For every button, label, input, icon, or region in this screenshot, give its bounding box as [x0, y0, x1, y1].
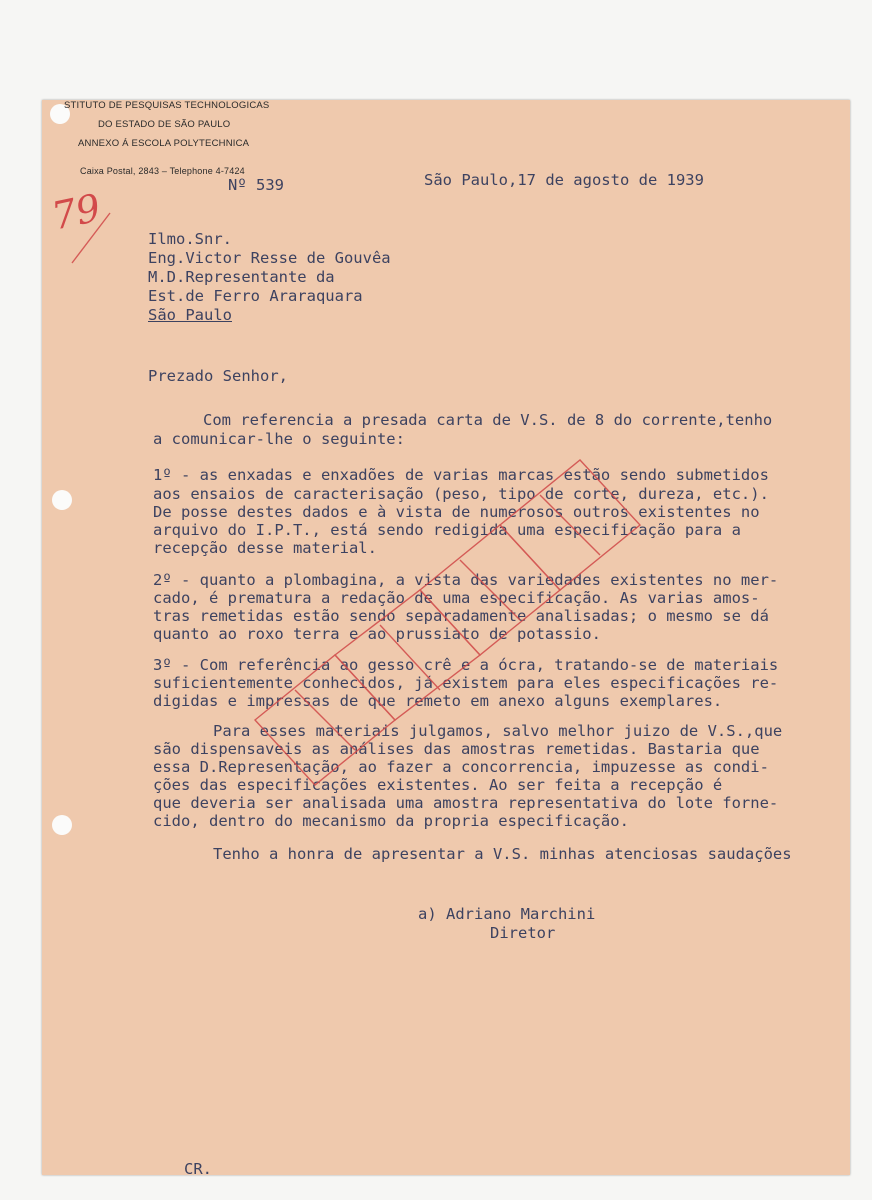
closing-line: Para esses materiais julgamos, salvo melhor juizo de V.S.,que [213, 722, 783, 740]
regards-line: Tenho a honra de apresentar a V.S. minhas atenciosas saudações [213, 845, 792, 863]
recipient-city: São Paulo [148, 306, 232, 324]
item1-line: arquivo do I.P.T., está sendo redigida uma especificação para a [153, 521, 741, 539]
intro-line: a comunicar-lhe o seguinte: [153, 430, 405, 448]
item3-line: suficientemente conhecidos, já existem para eles especificações re- [153, 674, 779, 692]
closing-line: que deveria ser analisada uma amostra representativa do lote forne- [153, 794, 779, 812]
closing-line: ções das especificações existentes. Ao ser feita a recepção é [153, 776, 723, 794]
recipient-line: M.D.Representante da [148, 268, 335, 286]
closing-line: são dispensaveis as análises das amostras remetidas. Bastaria que [153, 740, 760, 758]
item2-line: 2º - quanto a plombagina, a vista das variedades existentes no mer- [153, 571, 779, 589]
recipient-line: Ilmo.Snr. [148, 230, 232, 248]
place-and-date: São Paulo,17 de agosto de 1939 [424, 171, 704, 189]
letterhead-institute: STITUTO DE PESQUISAS TECHNOLOGICAS [64, 100, 270, 111]
recipient-line: Eng.Victor Resse de Gouvêa [148, 249, 391, 267]
handwritten-slash [72, 213, 110, 263]
item1-line: 1º - as enxadas e enxadões de varias marcas estão sendo submetidos [153, 466, 769, 484]
letterhead-state: DO ESTADO DE SÃO PAULO [98, 119, 231, 130]
item3-line: digidas e impressas de que remeto em anexo alguns exemplares. [153, 692, 723, 710]
item2-line: quanto ao roxo terra e ao prussiato de potassio. [153, 625, 601, 643]
letterhead-contact: Caixa Postal, 2843 – Telephone 4-7424 [80, 166, 245, 176]
item1-line: recepção desse material. [153, 539, 377, 557]
item1-line: De posse destes dados e à vista de numerosos outros existentes no [153, 503, 760, 521]
reference-number: Nº 539 [228, 176, 284, 194]
item2-line: cado, é prematura a redação de uma especificação. As varias amos- [153, 589, 760, 607]
intro-line: Com referencia a presada carta de V.S. de 8 do corrente,tenho [203, 411, 773, 429]
handwritten-page-number: 79 [47, 185, 105, 239]
salutation: Prezado Senhor, [148, 367, 288, 385]
item1-line: aos ensaios de caracterisação (peso, tipo de corte, dureza, etc.). [153, 485, 769, 503]
item3-line: 3º - Com referência ao gesso crê e a ócra, tratando-se de materiais [153, 656, 779, 674]
typist-initials: CR. [184, 1160, 212, 1178]
closing-line: cido, dentro do mecanismo da propria especificação. [153, 812, 629, 830]
item2-line: tras remetidas estão sendo separadamente analisadas; o mesmo se dá [153, 607, 769, 625]
signature: a) Adriano Marchini [418, 905, 596, 923]
letterhead-annex: ANNEXO Á ESCOLA POLYTECHNICA [78, 138, 250, 149]
recipient-line: Est.de Ferro Araraquara [148, 287, 363, 305]
signature-title: Diretor [490, 924, 556, 942]
closing-line: essa D.Representação, ao fazer a concorrencia, impuzesse as condi- [153, 758, 769, 776]
